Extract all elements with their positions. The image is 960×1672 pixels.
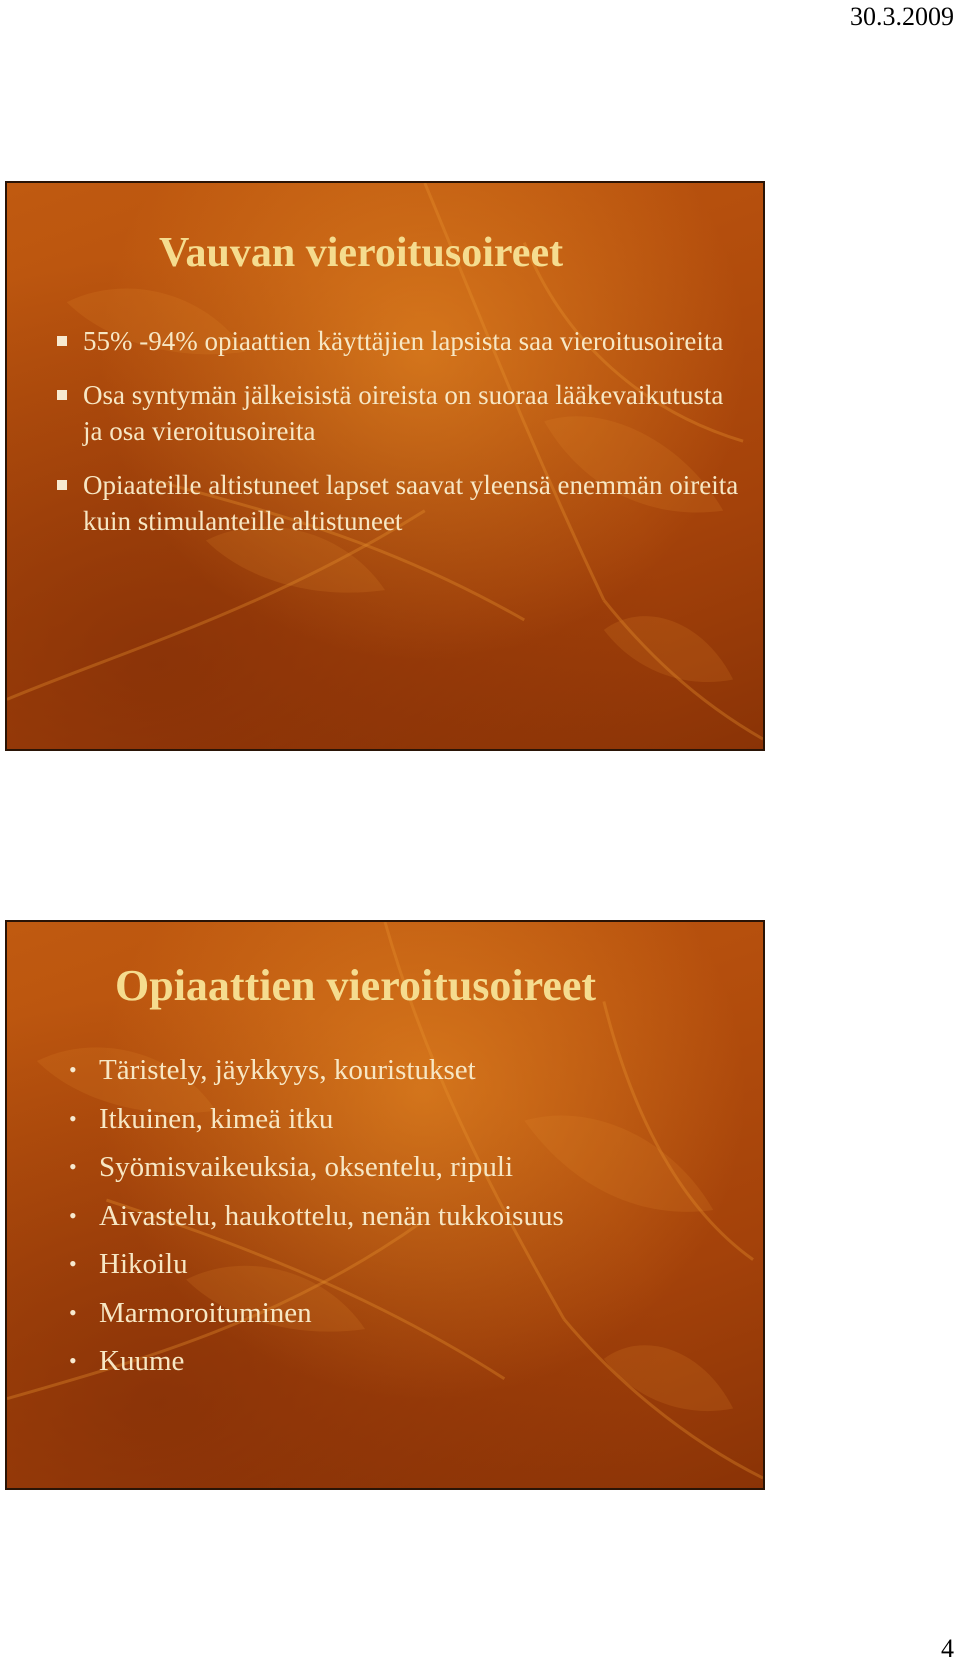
bullet-text: Syömisvaikeuksia, oksentelu, ripuli — [99, 1151, 514, 1183]
list-item — [69, 1143, 759, 1192]
slide-vauvan-vieroitusoireet — [5, 181, 765, 751]
bullet-text: Itkuinen, kimeä itku — [99, 1102, 334, 1135]
bullet-text: Marmoroituminen — [99, 1296, 312, 1329]
page-number: 4 — [941, 1634, 954, 1663]
dot-bullet-icon: • — [69, 1348, 77, 1373]
page-date: 30.3.2009 — [850, 2, 954, 31]
slide-title: Opiaattien vieroitusoireet — [115, 961, 597, 1010]
list-item — [55, 377, 745, 449]
bullet-text: Hikoilu — [99, 1248, 188, 1280]
dot-bullet-icon: • — [69, 1251, 77, 1276]
list-item — [69, 1289, 759, 1338]
bullet-list — [69, 1046, 759, 1386]
list-item — [69, 1240, 759, 1289]
list-item — [69, 1192, 759, 1241]
bullet-list — [55, 323, 745, 557]
dot-bullet-icon: • — [69, 1105, 77, 1131]
slide-opiaattien-vieroitusoireet — [5, 920, 765, 1490]
bullet-text: Aivastelu, haukottelu, nenän tukkoisuus — [99, 1199, 564, 1232]
bullet-text: 55% -94% opiaattien käyttäjien lapsista saa vieroitusoireita — [83, 326, 724, 356]
list-item — [69, 1337, 759, 1386]
dot-bullet-icon: • — [69, 1057, 77, 1082]
list-item — [55, 467, 745, 539]
bullet-text: Kuume — [99, 1345, 185, 1377]
dot-bullet-icon: • — [69, 1202, 77, 1228]
list-item — [69, 1095, 759, 1144]
dot-bullet-icon: • — [69, 1299, 77, 1325]
square-bullet-icon — [57, 480, 67, 490]
square-bullet-icon — [57, 390, 67, 400]
square-bullet-icon — [57, 336, 67, 346]
dot-bullet-icon: • — [69, 1154, 77, 1179]
bullet-text: Opiaateille altistuneet lapset saavat yleensä enemmän oireita kuin stimulanteille altistuneet — [83, 470, 739, 536]
list-item — [69, 1046, 759, 1095]
bullet-text: Osa syntymän jälkeisistä oireista on suoraa lääkevaikutusta ja osa vieroitusoireita — [83, 380, 724, 446]
slide-title: Vauvan vieroitusoireet — [159, 230, 564, 276]
list-item — [55, 323, 745, 359]
bullet-text: Täristely, jäykkyys, kouristukset — [99, 1054, 476, 1086]
